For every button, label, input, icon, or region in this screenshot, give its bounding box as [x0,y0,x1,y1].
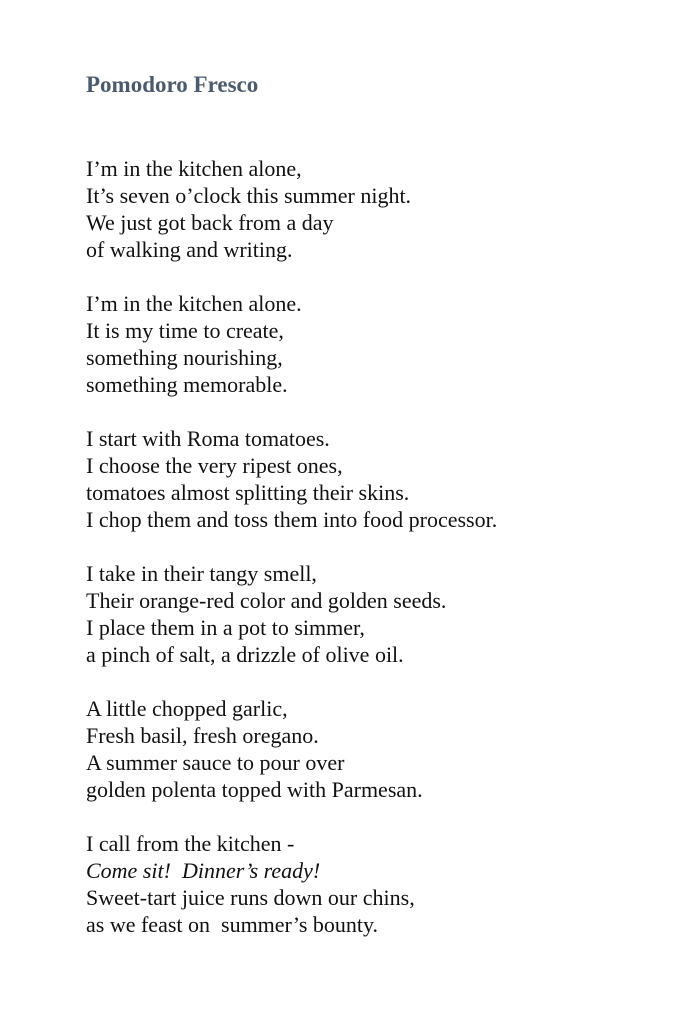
poem-line: I’m in the kitchen alone. [86,291,302,316]
poem-line: Come sit! Dinner’s ready! [86,858,321,883]
poem-line: something memorable. [86,372,288,397]
poem-body [86,155,656,965]
poem-line: I start with Roma tomatoes. [86,426,330,451]
poem-line: We just got back from a day [86,210,334,235]
poem-stanza [86,695,656,803]
poem-line: golden polenta topped with Parmesan. [86,777,423,802]
poem-line: I place them in a pot to simmer, [86,615,365,640]
poem-line: A little chopped garlic, [86,696,288,721]
poem-line: a pinch of salt, a drizzle of olive oil. [86,642,404,667]
poem-stanza [86,425,656,533]
poem-stanza [86,290,656,398]
poem-line: of walking and writing. [86,237,293,262]
poem-line: I chop them and toss them into food processor. [86,507,498,532]
poem-line: Sweet-tart juice runs down our chins, [86,885,415,910]
poem-stanza [86,830,656,938]
poem-title: Pomodoro Fresco [86,72,259,97]
poem-stanza [86,560,656,668]
poem-line: I call from the kitchen - [86,831,295,856]
poem-line: Fresh basil, fresh oregano. [86,723,319,748]
poem-line: tomatoes almost splitting their skins. [86,480,410,505]
poem-stanza [86,155,656,263]
poem-line: something nourishing, [86,345,283,370]
poem-line: I choose the very ripest ones, [86,453,343,478]
poem-line: I’m in the kitchen alone, [86,156,302,181]
poem-line: as we feast on summer’s bounty. [86,912,379,937]
poem-line: It is my time to create, [86,318,284,343]
poem-line: I take in their tangy smell, [86,561,317,586]
poem-line: A summer sauce to pour over [86,750,345,775]
poem-line: Their orange-red color and golden seeds. [86,588,447,613]
poem-line: It’s seven o’clock this summer night. [86,183,412,208]
